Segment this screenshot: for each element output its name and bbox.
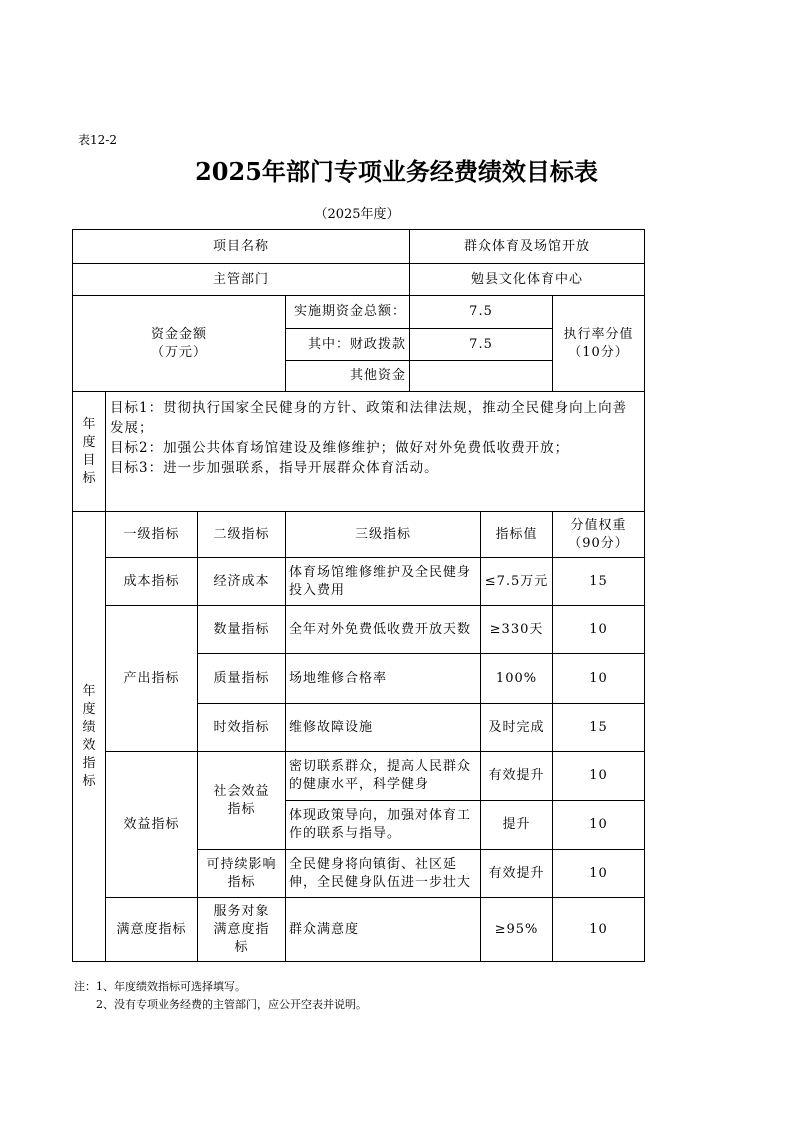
department-label: 主管部门 bbox=[73, 264, 410, 296]
exec-rate-line1: 执行率分值 bbox=[563, 326, 634, 342]
footnote-2: 2、没有专项业务经费的主管部门，应公开空表并说明。 bbox=[96, 998, 367, 1011]
level1-cell: 产出指标 bbox=[106, 606, 198, 752]
funds-other-label: 其他资金 bbox=[286, 361, 410, 392]
table-row bbox=[73, 558, 645, 606]
funds-fiscal-label: 其中：财政拨款 bbox=[286, 329, 410, 361]
weight-cell: 15 bbox=[553, 558, 645, 606]
header-weight: 分值权重 （90分） bbox=[553, 512, 645, 558]
value-cell: 提升 bbox=[481, 801, 553, 850]
weight-cell: 15 bbox=[553, 704, 645, 752]
header-level1: 一级指标 bbox=[106, 512, 198, 558]
funds-total-value: 7.5 bbox=[410, 296, 553, 329]
table-row bbox=[73, 898, 645, 962]
table-row bbox=[73, 752, 645, 801]
value-cell: 有效提升 bbox=[481, 752, 553, 801]
footnotes bbox=[74, 978, 367, 1014]
weight-cell: 10 bbox=[553, 850, 645, 898]
form-code: 表12-2 bbox=[78, 133, 117, 147]
level2-cell: 可持续影响指标 bbox=[198, 850, 286, 898]
footnote-1: 注：1、年度绩效指标可选择填写。 bbox=[74, 980, 246, 993]
level2-cell: 数量指标 bbox=[198, 606, 286, 654]
page-title: 2025年部门专项业务经费绩效目标表 bbox=[195, 157, 598, 186]
goal-item: 目标3：进一步加强联系，指导开展群众体育活动。 bbox=[110, 460, 439, 476]
execution-rate-score bbox=[553, 296, 645, 392]
level1-cell: 成本指标 bbox=[106, 558, 198, 606]
department-row bbox=[73, 264, 645, 296]
annual-goals-text bbox=[106, 392, 645, 512]
level3-cell: 全民健身将向镇街、社区延伸，全民健身队伍进一步壮大 bbox=[286, 850, 481, 898]
weight-cell: 10 bbox=[553, 801, 645, 850]
level2-cell: 社会效益指标 bbox=[198, 752, 286, 850]
value-cell: ≤7.5万元 bbox=[481, 558, 553, 606]
header-value: 指标值 bbox=[481, 512, 553, 558]
funds-label-line2: （万元） bbox=[150, 344, 207, 360]
funds-fiscal-value: 7.5 bbox=[410, 329, 553, 361]
weight-cell: 10 bbox=[553, 752, 645, 801]
annual-indicators-label: 年度绩效指标 bbox=[73, 512, 106, 962]
level2-cell: 服务对象满意度指标 bbox=[198, 898, 286, 962]
weight-cell: 10 bbox=[553, 898, 645, 962]
header-level2: 二级指标 bbox=[198, 512, 286, 558]
weight-cell: 10 bbox=[553, 606, 645, 654]
level1-cell: 效益指标 bbox=[106, 752, 198, 898]
indicator-header-row bbox=[73, 512, 645, 558]
project-name-label: 项目名称 bbox=[73, 230, 410, 264]
value-cell: ≥95% bbox=[481, 898, 553, 962]
value-cell: ≥330天 bbox=[481, 606, 553, 654]
funds-label-line1: 资金金额 bbox=[150, 326, 207, 342]
funds-label bbox=[73, 296, 286, 392]
exec-rate-line2: （10分） bbox=[568, 344, 629, 360]
value-cell: 有效提升 bbox=[481, 850, 553, 898]
table-row bbox=[73, 606, 645, 654]
department-value: 勉县文化体育中心 bbox=[410, 264, 645, 296]
value-cell: 100% bbox=[481, 654, 553, 704]
annual-goals-row bbox=[73, 392, 645, 512]
performance-table bbox=[72, 229, 645, 962]
fiscal-year: （2025年度） bbox=[314, 207, 400, 222]
goal-item: 目标1：贯彻执行国家全民健身的方针、政策和法律法规，推动全民健身向上向善发展； bbox=[110, 400, 628, 436]
level3-cell: 密切联系群众，提高人民群众的健康水平，科学健身 bbox=[286, 752, 481, 801]
goal-item: 目标2：加强公共体育场馆建设及维修维护；做好对外免费低收费开放； bbox=[110, 440, 570, 456]
level2-cell: 质量指标 bbox=[198, 654, 286, 704]
level3-cell: 维修故障设施 bbox=[286, 704, 481, 752]
level2-cell: 经济成本 bbox=[198, 558, 286, 606]
funds-other-value bbox=[410, 361, 553, 392]
header-level3: 三级指标 bbox=[286, 512, 481, 558]
funds-total-label: 实施期资金总额： bbox=[286, 296, 410, 329]
level3-cell: 群众满意度 bbox=[286, 898, 481, 962]
level3-cell: 场地维修合格率 bbox=[286, 654, 481, 704]
level3-cell: 体现政策导向，加强对体育工作的联系与指导。 bbox=[286, 801, 481, 850]
level3-cell: 全年对外免费低收费开放天数 bbox=[286, 606, 481, 654]
annual-goals-label: 年度目标 bbox=[73, 392, 106, 512]
level1-cell: 满意度指标 bbox=[106, 898, 198, 962]
funds-total-row bbox=[73, 296, 645, 329]
value-cell: 及时完成 bbox=[481, 704, 553, 752]
project-name-value: 群众体育及场馆开放 bbox=[410, 230, 645, 264]
project-name-row bbox=[73, 230, 645, 264]
level3-cell: 体育场馆维修维护及全民健身投入费用 bbox=[286, 558, 481, 606]
level2-cell: 时效指标 bbox=[198, 704, 286, 752]
weight-cell: 10 bbox=[553, 654, 645, 704]
